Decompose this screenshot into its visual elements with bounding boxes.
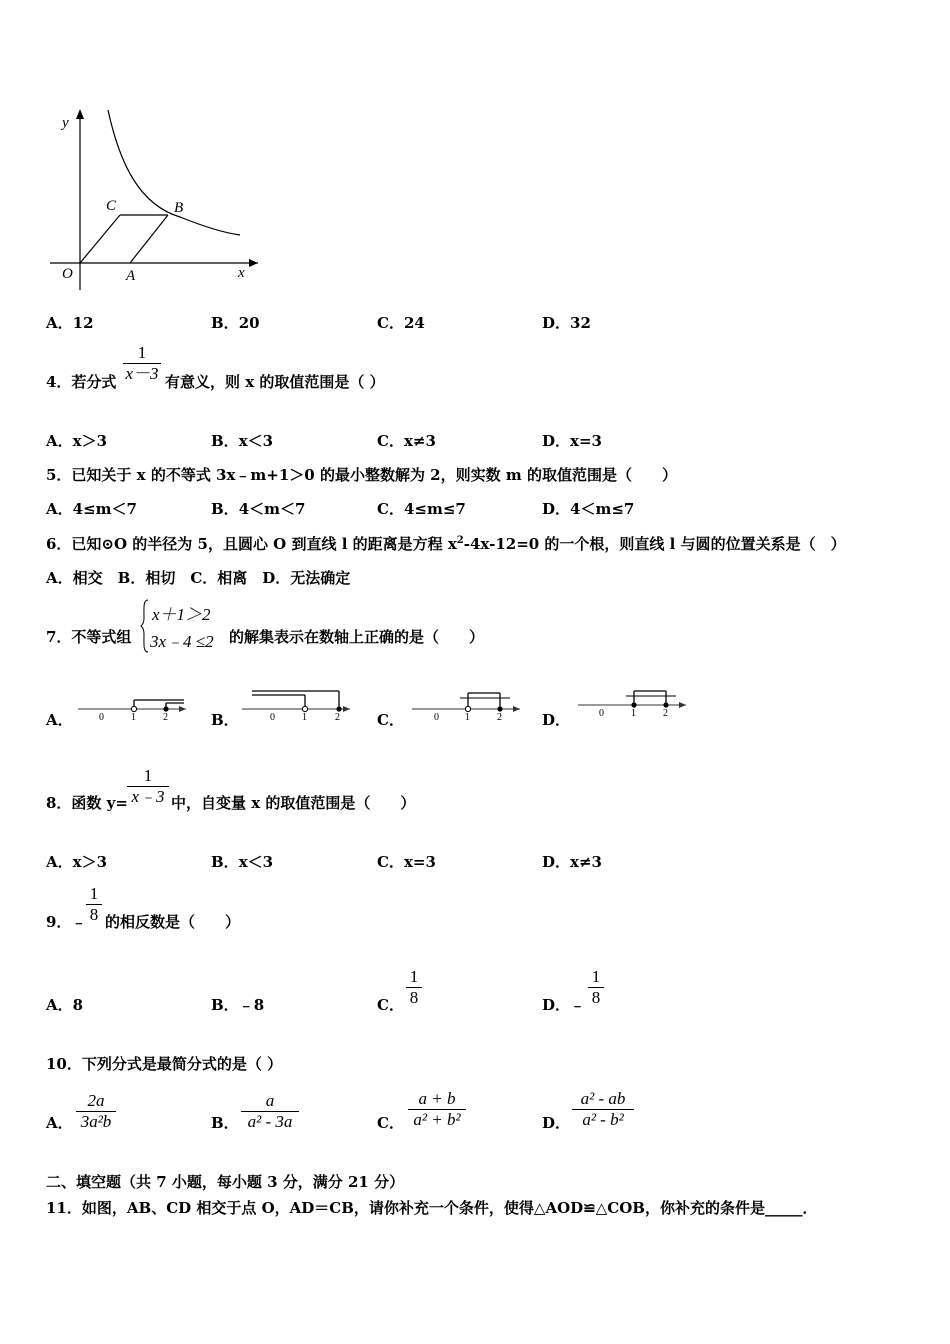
option-text: x≠3: [570, 853, 602, 871]
option-letter: A．: [46, 432, 73, 450]
q9-option-c[interactable]: [377, 994, 404, 1015]
q7-line2: 3x﹣4 ≤2: [150, 632, 214, 651]
q7-system: [140, 598, 228, 654]
tick-label: 2: [163, 712, 168, 722]
frac-denominator: x－3: [125, 364, 159, 383]
frac-numerator: 1: [591, 967, 601, 986]
point-c-label: C: [106, 198, 117, 214]
frac-numerator: 1: [137, 343, 147, 362]
frac-numerator: 2a: [87, 1091, 105, 1110]
q4-option-a[interactable]: [46, 430, 107, 451]
option-letter: D．: [542, 853, 571, 871]
q7-suffix: 的解集表示在数轴上正确的是（ ）: [229, 628, 485, 646]
q7-number-line-c[interactable]: [410, 688, 525, 722]
point-b-label: B: [174, 200, 184, 216]
option-text: ﹣8: [238, 996, 265, 1014]
frac-numerator: a + b: [418, 1089, 456, 1108]
frac-denominator: a² - b²: [582, 1110, 624, 1129]
q7-option-c-letter[interactable]: C．: [377, 711, 404, 729]
option-letter: C．: [377, 432, 404, 450]
option-letter: A．: [46, 500, 73, 518]
option-text: x=3: [403, 853, 436, 871]
q9-prefix: 9．﹣: [46, 913, 87, 931]
option-letter: D．: [542, 432, 571, 450]
option-text: x＜3: [238, 853, 274, 871]
q8-fraction: [127, 766, 169, 807]
q7-line1: x＋1＞2: [152, 605, 211, 624]
q4-prefix: 4．若分式: [46, 373, 117, 391]
frac-numerator: 1: [143, 766, 153, 785]
q8-option-b[interactable]: [211, 851, 273, 872]
frac-denominator: a² + b²: [413, 1110, 461, 1129]
q7-option-b-letter[interactable]: B．: [211, 711, 239, 729]
hyperbola-graph: [40, 105, 270, 295]
q9-option-c-fraction[interactable]: [406, 967, 422, 1008]
option-letter: C．: [377, 314, 404, 332]
segment-oc: [80, 215, 120, 263]
option-text: 8: [72, 996, 84, 1014]
q8-option-a[interactable]: [46, 851, 107, 872]
option-text: 4≤m≤7: [403, 500, 466, 518]
x-label: x: [238, 265, 245, 281]
tick-label: 0: [270, 712, 275, 722]
q5-option-d[interactable]: [542, 498, 634, 519]
frac-numerator: a: [265, 1091, 275, 1110]
frac-numerator: a² - ab: [580, 1089, 626, 1108]
y-label: y: [62, 115, 69, 131]
option-text: x≠3: [403, 432, 436, 450]
brace-icon: [140, 598, 150, 654]
q3-option-b[interactable]: [211, 312, 260, 333]
q9-suffix: 的相反数是（ ）: [105, 913, 241, 931]
section-heading: 二、填空题（共 7 小题，每小题 3 分，满分 21 分）: [46, 1173, 405, 1191]
q8-option-d[interactable]: [542, 851, 602, 872]
option-text: x＜3: [238, 432, 274, 450]
q10-option-b-letter[interactable]: B．: [211, 1114, 239, 1132]
frac-numerator: 1: [409, 967, 419, 986]
q8-suffix: 中，自变量 x 的取值范围是（ ）: [171, 794, 416, 812]
q3-option-a[interactable]: [46, 312, 94, 333]
option-text: x＞3: [72, 853, 108, 871]
option-text: x＞3: [72, 432, 108, 450]
q3-option-c[interactable]: [377, 312, 425, 333]
q10-option-d-fraction[interactable]: [572, 1089, 634, 1130]
option-text: 4＜m＜7: [238, 500, 306, 518]
q8-option-c[interactable]: [377, 851, 436, 872]
option-letter: D．: [542, 996, 571, 1014]
tick-label: 1: [631, 708, 636, 719]
q9-option-d-fraction[interactable]: [588, 967, 604, 1008]
q4-option-b[interactable]: [211, 430, 273, 451]
option-text: 4＜m≤7: [570, 500, 635, 518]
hyperbola-curve: [108, 110, 240, 235]
option-text: 4≤m＜7: [72, 500, 137, 518]
option-letter: B．: [211, 314, 239, 332]
q4-fraction: [123, 343, 161, 384]
q10-option-a-letter[interactable]: A．: [46, 1114, 73, 1132]
option-letter: D．: [542, 314, 571, 332]
option-text: 24: [403, 314, 425, 332]
segment-ab: [130, 215, 168, 263]
q11-stem: 11．如图，AB、CD 相交于点 O，AD＝CB，请你补充一个条件，使得△AOD≌△COB，你补充的条件是_____．: [46, 1199, 818, 1217]
q7-number-line-b[interactable]: [240, 686, 355, 722]
frac-denominator: 8: [409, 988, 419, 1007]
option-letter: B．: [211, 996, 239, 1014]
q10-option-c-fraction[interactable]: [408, 1089, 466, 1130]
q5-option-c[interactable]: [377, 498, 466, 519]
option-text: 12: [72, 314, 94, 332]
q7-option-a-letter[interactable]: A．: [46, 711, 73, 729]
option-text: 32: [570, 314, 591, 332]
option-text: x=3: [570, 432, 602, 450]
q10-stem: 10．下列分式是最简分式的是（ ）: [46, 1055, 283, 1073]
q5-option-a[interactable]: [46, 498, 137, 519]
tick-label: 2: [663, 708, 668, 719]
tick-label: 1: [131, 712, 136, 722]
option-letter: A．: [46, 853, 73, 871]
q4-option-d[interactable]: [542, 430, 602, 451]
y-axis-arrow: [76, 109, 84, 119]
tick-label: 0: [99, 712, 104, 722]
frac-denominator: x﹣3: [131, 787, 165, 806]
q10-option-d-letter[interactable]: D．: [542, 1114, 571, 1132]
tick-label: 1: [465, 712, 470, 722]
q6-text-a: 6．已知⊙O 的半径为 5，且圆心 O 到直线 l 的距离是方程 x: [46, 535, 457, 553]
frac-denominator: a² - 3a: [247, 1112, 293, 1131]
q4-option-c[interactable]: [377, 430, 436, 451]
q6-superscript: 2: [456, 535, 464, 546]
frac-denominator: 8: [89, 905, 99, 924]
frac-numerator: 1: [89, 884, 99, 903]
option-text: ﹣: [570, 996, 586, 1014]
tick-label: 0: [434, 712, 439, 722]
option-letter: B．: [211, 500, 239, 518]
q7-number-line-d[interactable]: [576, 686, 691, 720]
option-letter: C．: [377, 996, 404, 1014]
q7-prefix: 7．不等式组: [46, 628, 132, 646]
option-text: 20: [238, 314, 260, 332]
q8-prefix: 8．函数 y=: [46, 794, 128, 812]
q9-fraction: [86, 884, 102, 925]
x-axis-arrow: [249, 259, 258, 267]
frac-denominator: 3a²b: [80, 1112, 112, 1131]
q5-option-b[interactable]: [211, 498, 305, 519]
tick-label: 0: [599, 708, 604, 719]
option-letter: C．: [377, 500, 404, 518]
q5-stem: 5．已知关于 x 的不等式 3x﹣m+1＞0 的最小整数解为 2，则实数 m 的取值范围是（ ）: [46, 466, 677, 484]
q7-number-line-a[interactable]: [76, 692, 191, 722]
q10-option-b-fraction[interactable]: [241, 1091, 299, 1132]
q7-option-d-letter[interactable]: D．: [542, 711, 571, 729]
q4-suffix: 有意义，则 x 的取值范围是（ ）: [165, 373, 385, 391]
option-letter: C．: [377, 853, 404, 871]
q6-options[interactable]: A．相交 B．相切 C．相离 D．无法确定: [46, 569, 351, 587]
point-a-label: A: [126, 268, 136, 284]
q9-option-a[interactable]: [46, 994, 83, 1015]
option-letter: B．: [211, 432, 239, 450]
option-letter: A．: [46, 314, 73, 332]
q9-option-b[interactable]: [211, 994, 264, 1015]
option-letter: D．: [542, 500, 571, 518]
q10-option-c-letter[interactable]: C．: [377, 1114, 404, 1132]
option-letter: A．: [46, 996, 73, 1014]
frac-denominator: 8: [591, 988, 601, 1007]
origin-label: O: [62, 266, 73, 282]
q3-option-d[interactable]: [542, 312, 591, 333]
q9-option-d[interactable]: [542, 994, 585, 1015]
tick-label: 1: [302, 712, 307, 722]
tick-label: 2: [335, 712, 340, 722]
option-letter: B．: [211, 853, 239, 871]
tick-label: 2: [497, 712, 502, 722]
q6-stem: [46, 533, 846, 554]
q10-option-a-fraction[interactable]: [76, 1091, 116, 1132]
q6-text-b: -4x-12=0 的一个根，则直线 l 与圆的位置关系是（ ）: [463, 535, 846, 553]
